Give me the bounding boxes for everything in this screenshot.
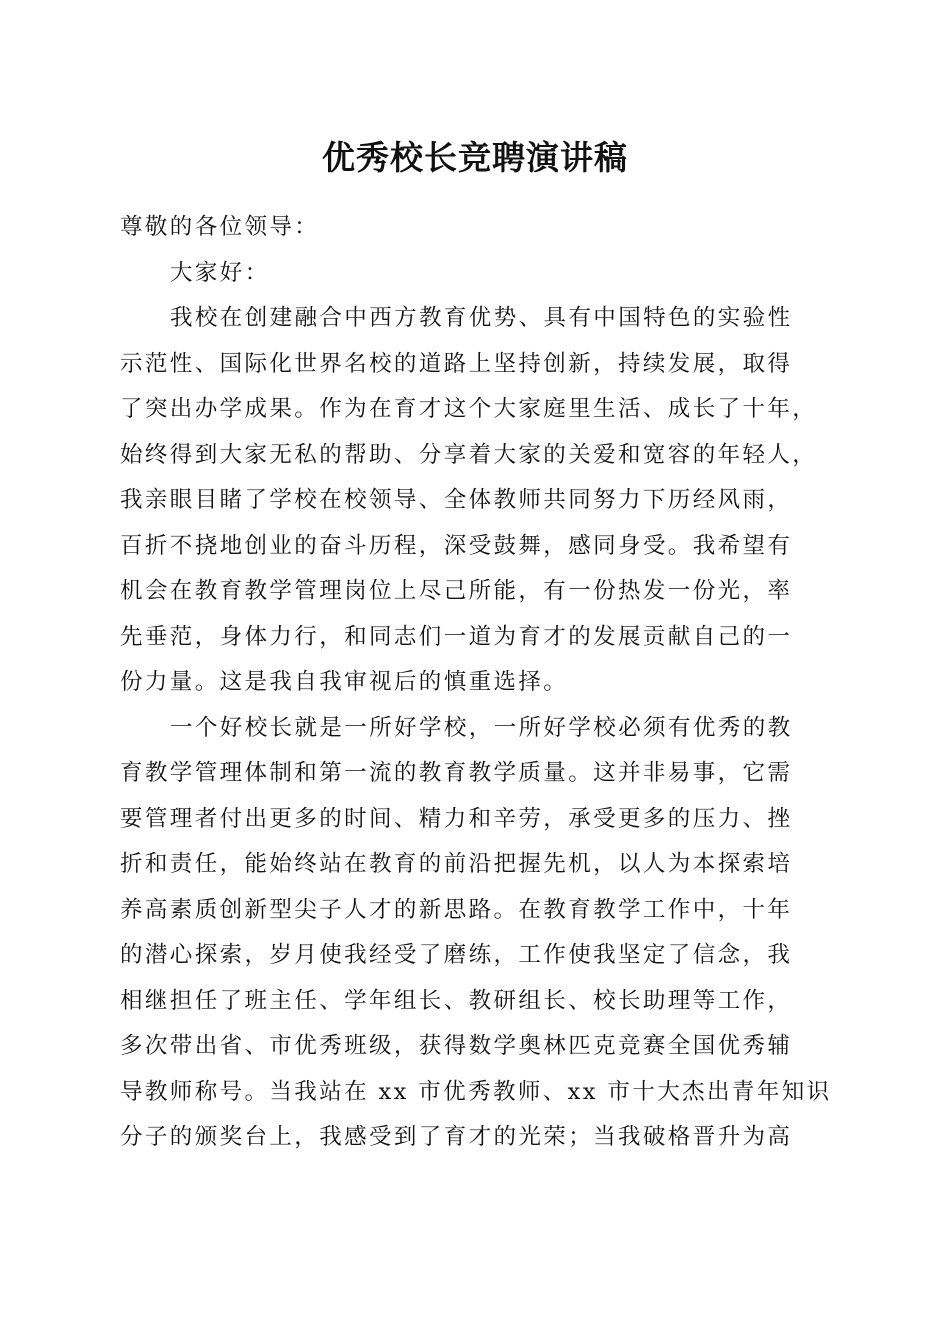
paragraph-1 [120,296,832,706]
text-line: 始终得到大家无私的帮助、分享着大家的关爱和宽容的年轻人， [120,441,818,468]
paragraph-2 [120,706,832,1161]
greeting: 大家好： [170,259,270,286]
text-line: 折和责任，能始终站在教育的前沿把握先机，以人为本探索培 [120,851,793,877]
text-line: 相继担任了班主任、学年组长、教研组长、校长助理等工作， [120,987,793,1014]
text-line: 的潜心探索，岁月使我经受了磨练，工作使我坚定了信念，我 [120,942,793,968]
text-line: 份力量。这是我自我审视后的慎重选择。 [120,669,569,695]
text-line: 机会在教育教学管理岗位上尽己所能，有一份热发一份光，率 [120,578,793,604]
salutation: 尊敬的各位领导： [120,214,320,240]
text-line: 要管理者付出更多的时间、精力和辛劳，承受更多的压力、挫 [120,805,793,832]
text-line: 育教学管理体制和第一流的教育教学质量。这并非易事，它需 [120,760,793,786]
document-body [120,205,832,1161]
text-line: 示范性、国际化世界名校的道路上坚持创新，持续发展，取得 [120,350,793,377]
text-line: 多次带出省、市优秀班级，获得数学奥林匹克竞赛全国优秀辅 [120,1033,793,1059]
text-line: 我校在创建融合中西方教育优势、具有中国特色的实验性 [170,305,793,331]
text-line: 先垂范，身体力行，和同志们一道为育才的发展贡献自己的一 [120,623,793,650]
text-line: 了突出办学成果。作为在育才这个大家庭里生活、成长了十年， [120,396,818,422]
text-line: 导教师称号。当我站在 xx 市优秀教师、xx 市十大杰出青年知识 [120,1078,832,1105]
text-line: 养高素质创新型尖子人才的新思路。在教育教学工作中，十年 [120,896,793,923]
text-line: 一个好校长就是一所好学校，一所好学校必须有优秀的教 [170,714,793,741]
document-title: 优秀校长竞聘演讲稿 [322,138,628,177]
text-line: 分子的颁奖台上，我感受到了育才的光荣；当我破格晋升为高 [120,1124,793,1150]
text-line: 我亲眼目睹了学校在校领导、全体教师共同努力下历经风雨， [120,487,793,513]
text-line: 百折不挠地创业的奋斗历程，深受鼓舞，感同身受。我希望有 [120,532,793,559]
